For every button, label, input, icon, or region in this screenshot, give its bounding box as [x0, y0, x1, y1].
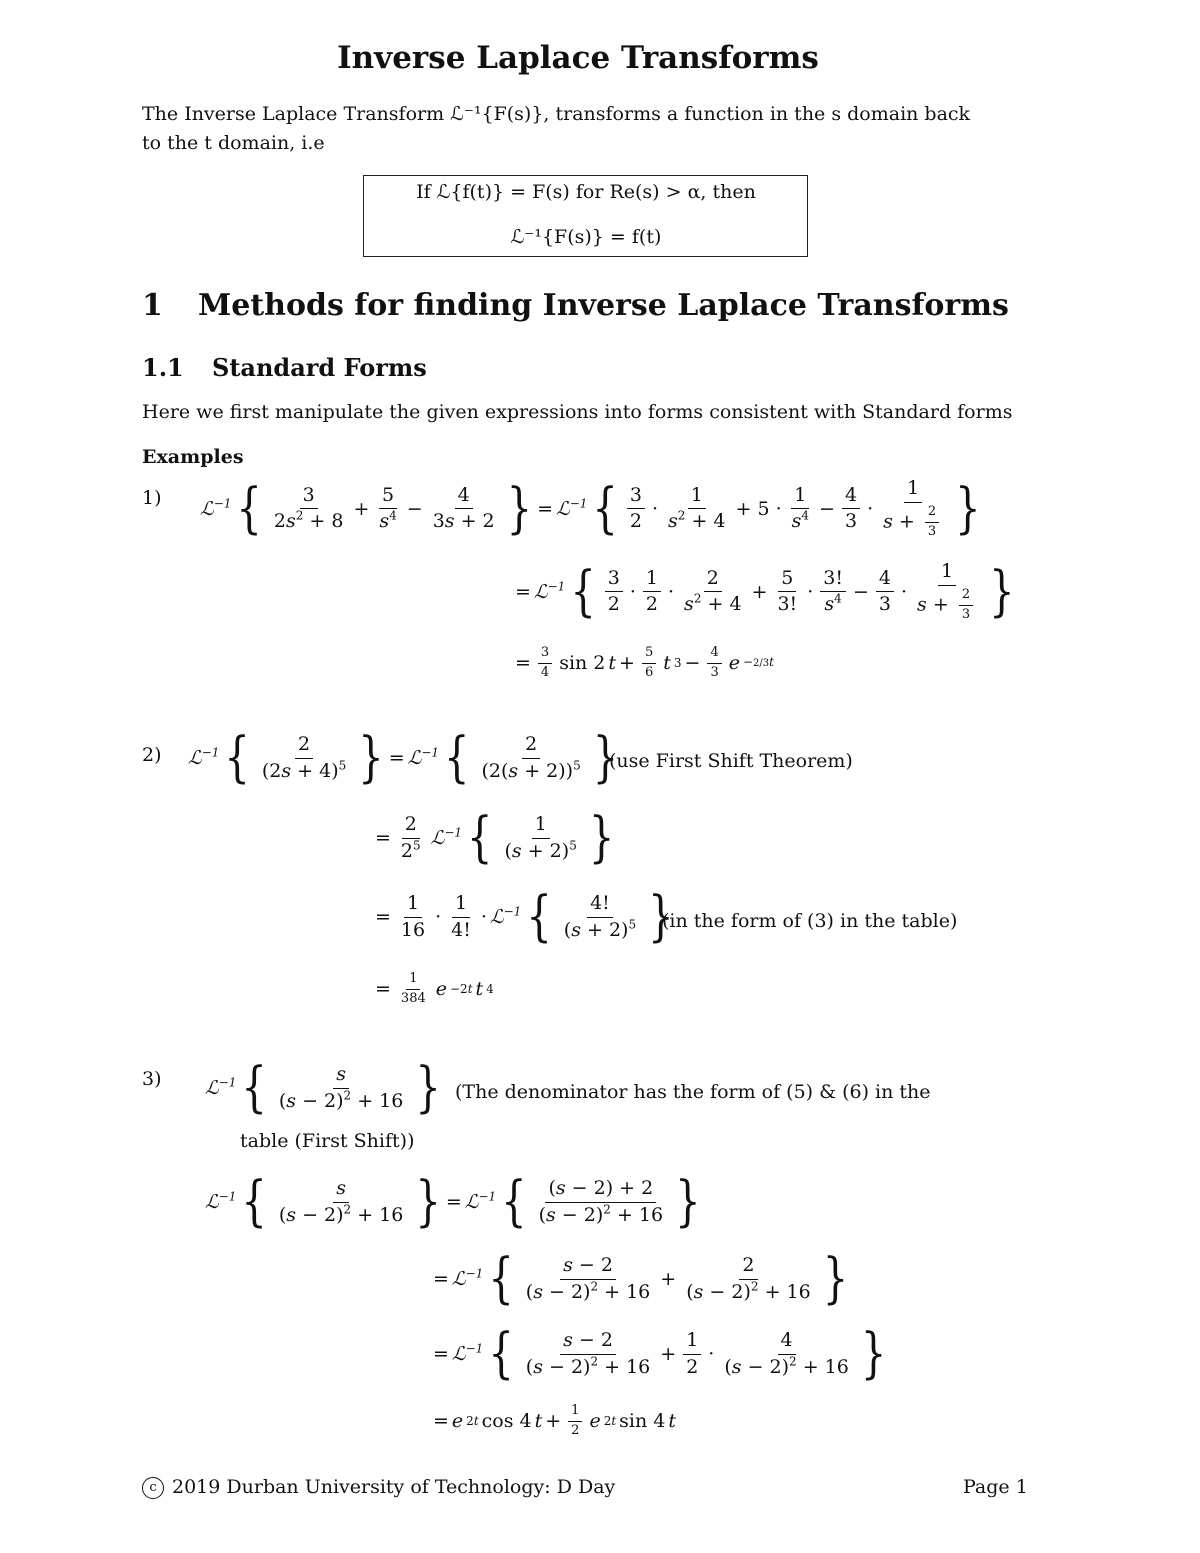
footer-copyright: [142, 1476, 615, 1499]
subsection-number: 1.1: [142, 353, 184, 382]
definition-line-1: If ℒ{f(t)} = F(s) for Re(s) > α, then: [416, 181, 756, 203]
section-title: Methods for finding Inverse Laplace Transforms: [198, 288, 1009, 323]
subsection-title: Standard Forms: [212, 353, 427, 382]
example-3-expression: ℒ$^{-1}$ { $\frac{s}{(s - 2)^2 + 16}$ }: [205, 1057, 441, 1120]
example-3-label: 3): [142, 1068, 162, 1090]
example-3-note-line-2: table (First Shift)): [240, 1130, 415, 1152]
example-2-step-1: ℒ$^{-1}$ { $\frac{2}{(2s + 4)^5}$ } = ℒ$^{-1}$ { $\frac{2}{(2(s + 2))^5}$ }: [188, 727, 619, 790]
example-3-step-1: ℒ$^{-1}$ { $\frac{s}{(s - 2)^2 + 16}$ } = ℒ$^{-1}$ { $\frac{(s - 2) + 2}{(s - 2)^2 + 16}$ }: [205, 1171, 701, 1234]
intro-line-1: The Inverse Laplace Transform ℒ⁻¹{F(s)}, transforms a function in the s domain back: [142, 103, 971, 125]
example-2-step-3: = $\frac{1}{16}$ · $\frac{1}{4!}$ · ℒ$^{-1}$ { $\frac{4!}{(s + 2)^5}$ }: [375, 886, 674, 949]
definition-line-2: ℒ⁻¹{F(s)} = f(t): [510, 226, 662, 248]
copyright-icon: c: [142, 1477, 164, 1499]
section-number: 1: [142, 288, 163, 323]
subsection-text: Here we first manipulate the given expressions into forms consistent with Standard forms: [142, 401, 1013, 423]
examples-heading: Examples: [142, 446, 244, 468]
example-2-step-2: = $\frac{2}{2^5}$ ℒ$^{-1}$ { $\frac{1}{(s + 2)^5}$ }: [375, 807, 615, 870]
example-2-result: = $\frac{1}{384}$ e −2t t 4: [375, 971, 494, 1006]
example-2-label: 2): [142, 744, 162, 766]
intro-line-2: to the t domain, i.e: [142, 132, 325, 154]
example-2-note-table: (in the form of (3) in the table): [662, 910, 958, 932]
example-1-label: 1): [142, 487, 162, 509]
example-3-result: = e 2t cos 4 t + $\frac{1}{2}$ e 2t sin 4 t: [433, 1403, 677, 1438]
footer-copyright-text: 2019 Durban University of Technology: D Day: [172, 1476, 616, 1498]
example-1-step-1: ℒ$^{-1}$ { $\frac{3}{2s^2 + 8}$ + $\frac{5}{s^4}$ − $\frac{4}{3s + 2}$ } = ℒ$^{-1}$ { $\frac{3}{2}$ · $\frac{1}{s^2 + 4}$ + 5 · $\frac{1}{s^4}$ − $\frac{4}{3}$ · 1 s + $\frac{2}{3}$ }: [200, 477, 981, 540]
example-3-note-line-1: (The denominator has the form of (5) & (6) in the: [455, 1081, 931, 1103]
example-2-note-shift: (use First Shift Theorem): [609, 750, 853, 772]
example-3-step-2: = ℒ$^{-1}$ { $\frac{s - 2}{(s - 2)^2 + 16}$ + $\frac{2}{(s - 2)^2 + 16}$ }: [433, 1248, 849, 1311]
example-1-result: = $\frac{3}{4}$ sin 2 t + $\frac{5}{6}$ t 3 − $\frac{4}{3}$ e −2/3t: [515, 645, 774, 680]
page-title: Inverse Laplace Transforms: [337, 40, 819, 76]
page-number: Page 1: [963, 1476, 1028, 1498]
example-1-step-2: = ℒ$^{-1}$ { $\frac{3}{2}$ · $\frac{1}{2}$ · $\frac{2}{s^2 + 4}$ + $\frac{5}{3!}$ · $\frac{3!}{s^4}$ − $\frac{4}{3}$ · 1 s + $\frac{2}{3}$ }: [515, 560, 1015, 623]
example-3-step-3: = ℒ$^{-1}$ { $\frac{s - 2}{(s - 2)^2 + 16}$ + $\frac{1}{2}$ · $\frac{4}{(s - 2)^2 + 16}$ }: [433, 1323, 887, 1386]
